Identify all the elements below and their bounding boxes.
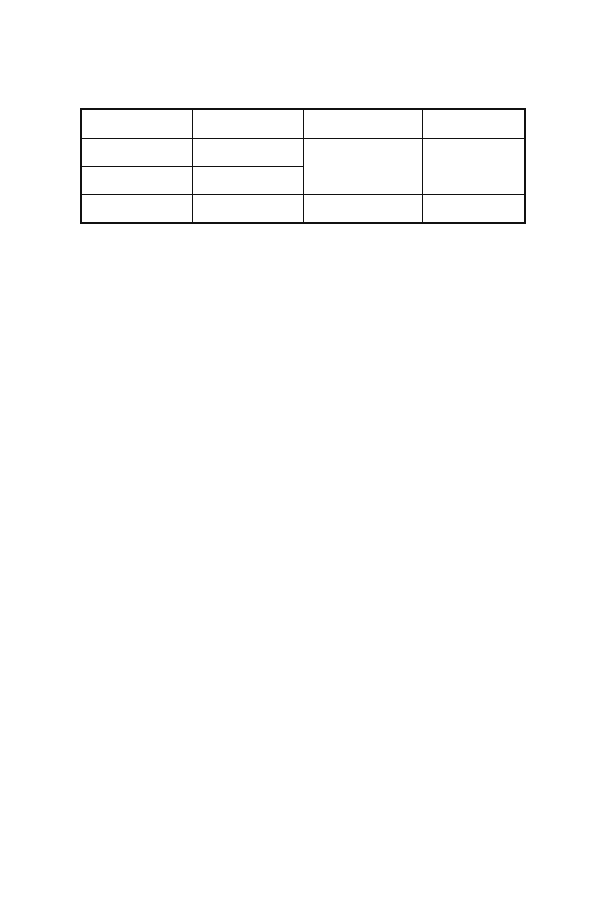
table-cell [423,195,525,224]
table-cell [303,195,423,224]
table-header-cell [192,109,303,139]
table-cell [81,195,192,224]
table-header-cell [303,109,423,139]
document-body [76,98,528,260]
table-header-row [81,109,525,139]
table-row [81,139,525,167]
table-cell-merged [303,139,423,195]
table-cell [192,139,303,167]
table-cell [192,195,303,224]
table-cell [192,167,303,195]
table-header-cell [81,109,192,139]
paragraph-5-3-12 [76,234,528,260]
table-cell-merged-width [423,139,525,195]
table-cell [81,139,192,167]
table-row [81,195,525,224]
brand-logo [8,4,178,94]
aisle-width-table [80,108,526,224]
table-cell [81,167,192,195]
table-header-cell [423,109,525,139]
